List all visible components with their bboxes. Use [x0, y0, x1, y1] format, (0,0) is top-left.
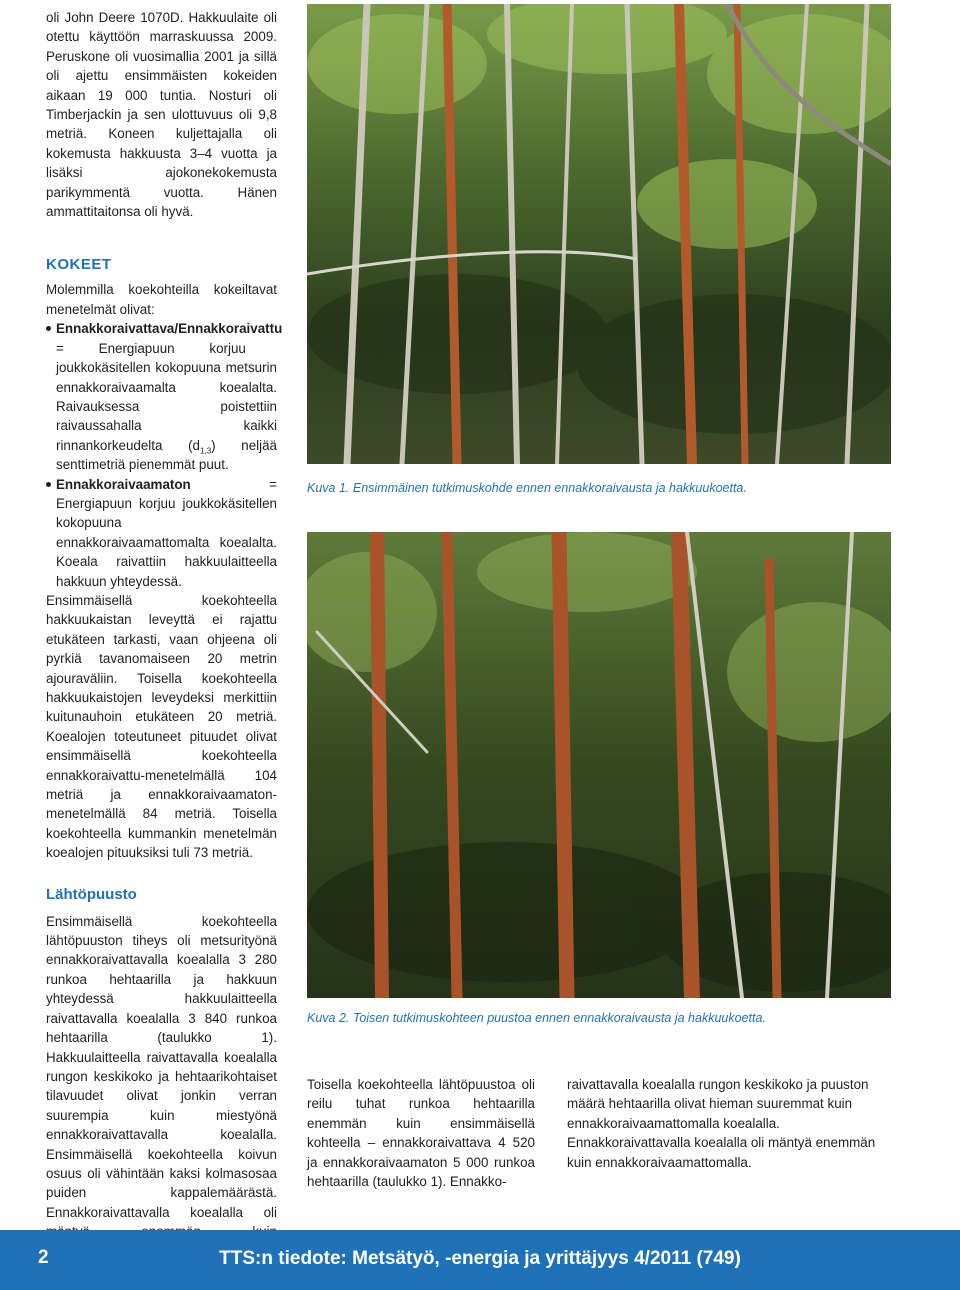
- intro-paragraph: oli John Deere 1070D. Hakkuulaite oli otettu käyttöön marraskuussa 2009. Peruskone oli vuosimallia 2001 ja sillä oli ajettu ensimmäisten kokeiden aikaan 19 000 tuntia. Nosturi oli Timberjackin ja sen ulottuvuus oli 9,8 metriä. Koneen kuljettajalla oli kokemusta hakkuusta 3–4 vuotta ja lisäksi ajokonekokemusta parikymmentä vuotta. Hänen ammattitaitonsa oli hyvä.: [46, 10, 277, 220]
- left-column: [46, 8, 283, 1261]
- method-name: Ennakkoraivattava/Ennakkoraivattu: [56, 321, 283, 337]
- method-name: Ennakkoraivaamaton: [56, 476, 191, 492]
- forest-photo-1: [307, 4, 891, 464]
- method-item: [46, 475, 277, 591]
- method-item: [46, 319, 283, 474]
- method-description: = Energiapuun korjuu joukkokäsitellen kokopuuna metsurin ennakkoraivaamalta koealalta. Raivauksessa poistettiin raivaussahalla kaikki rinnankorkeudelta (d: [56, 340, 277, 453]
- page-number: 2: [38, 1247, 49, 1268]
- photo-caption: Kuva 2. Toisen tutkimuskohteen puustoa ennen ennakkoraivausta ja hakkuukoetta.: [307, 1011, 766, 1025]
- heading-kokeet: KOKEET: [46, 256, 112, 274]
- lahtopuusto-paragraph: Ensimmäisellä koekohteella lähtöpuuston tiheys oli metsurityönä ennakkoraivattavalla koealalla 3 280 runkoa hehtaarilla ja hakkuun yhteydessä hakkuulaitteella raivattavalla koealalla 3 840 runkoa hehtaarilla (taulukko 1). Hakkuulaitteella raivattavalla koealalla rungon keskikoko ja hehtaarikohtaiset tilavuudet olivat jonkin verran suurempia kuin miestyönä ennakkoraivattavalla koealalla. Ensimmäisellä koekohteella koivun osuus oli vähintään kaksi kolmasosaa puiden kappalemäärästä. Ennakkoraivattavalla koealalla oli: [46, 913, 277, 1220]
- right-paragraph: raivattavalla koealalla rungon keskikoko ja puuston määrä hehtaarilla olivat hieman suuremmat kuin ennakkoraivaamattomalla koealalla. Ennakkoraivattavalla koealalla oli mäntyä enemmän kuin ennakkoraivaamattomalla.: [567, 1077, 876, 1170]
- middle-paragraph: Toisella koekohteella lähtöpuustoa oli reilu tuhat runkoa hehtaarilla enemmän kuin ensimmäisellä kohteella – ennakkoraivattava 4 520 ja ennakkoraivaamaton 5 000 runkoa hehtaarilla (taulukko 1). Ennakko-: [307, 1077, 535, 1190]
- heading-lahtopuusto: Lähtöpuusto: [46, 885, 137, 903]
- publication-title: TTS:n tiedote: Metsätyö, -energia ja yrittäjyys 4/2011 (749): [219, 1248, 741, 1269]
- methods-intro: Molemmilla koekohteilla kokeiltavat menetelmät olivat:: [46, 282, 277, 317]
- method-description: = Energiapuun korjuu joukkokäsitellen kokopuuna ennakkoraivaamattomalta koealalta. Koeala raivattiin hakkuulaitteella hakkuun yhteydessä.: [56, 476, 277, 589]
- forest-photo-2: [307, 532, 891, 998]
- footer-bar: [0, 1230, 960, 1290]
- right-column: [567, 1075, 891, 1172]
- middle-column: [307, 1075, 535, 1191]
- strip-paragraph: Ensimmäisellä koekohteella hakkuukaistan leveyttä ei rajattu etukäteen tarkasti, vaan ohjeena oli pyrkiä tavanomaiseen 20 metrin ajouraväliin. Toisella koekohteella hakkuukaistojen leveydeksi merkittiin kuitunauhoin etukäteen 20 metriä. Koealojen toteutuneet pituudet olivat ensimmäisellä koekohteella ennakkoraivattu-menetelmällä 104 metriä ja ennakkoraivaamaton-menetelmällä 84 metriä. Toisella koekohteella kummankin menetelmän koealojen pituuksiksi tuli 73 metriä.: [46, 592, 277, 861]
- photo-caption: Kuva 1. Ensimmäinen tutkimuskohde ennen ennakkoraivausta ja hakkuukoetta.: [307, 481, 747, 495]
- method-description: ) neljää senttimetriä pienemmät puut.: [56, 437, 277, 473]
- subscript: 1,3: [200, 446, 212, 456]
- methods-list: [46, 319, 283, 591]
